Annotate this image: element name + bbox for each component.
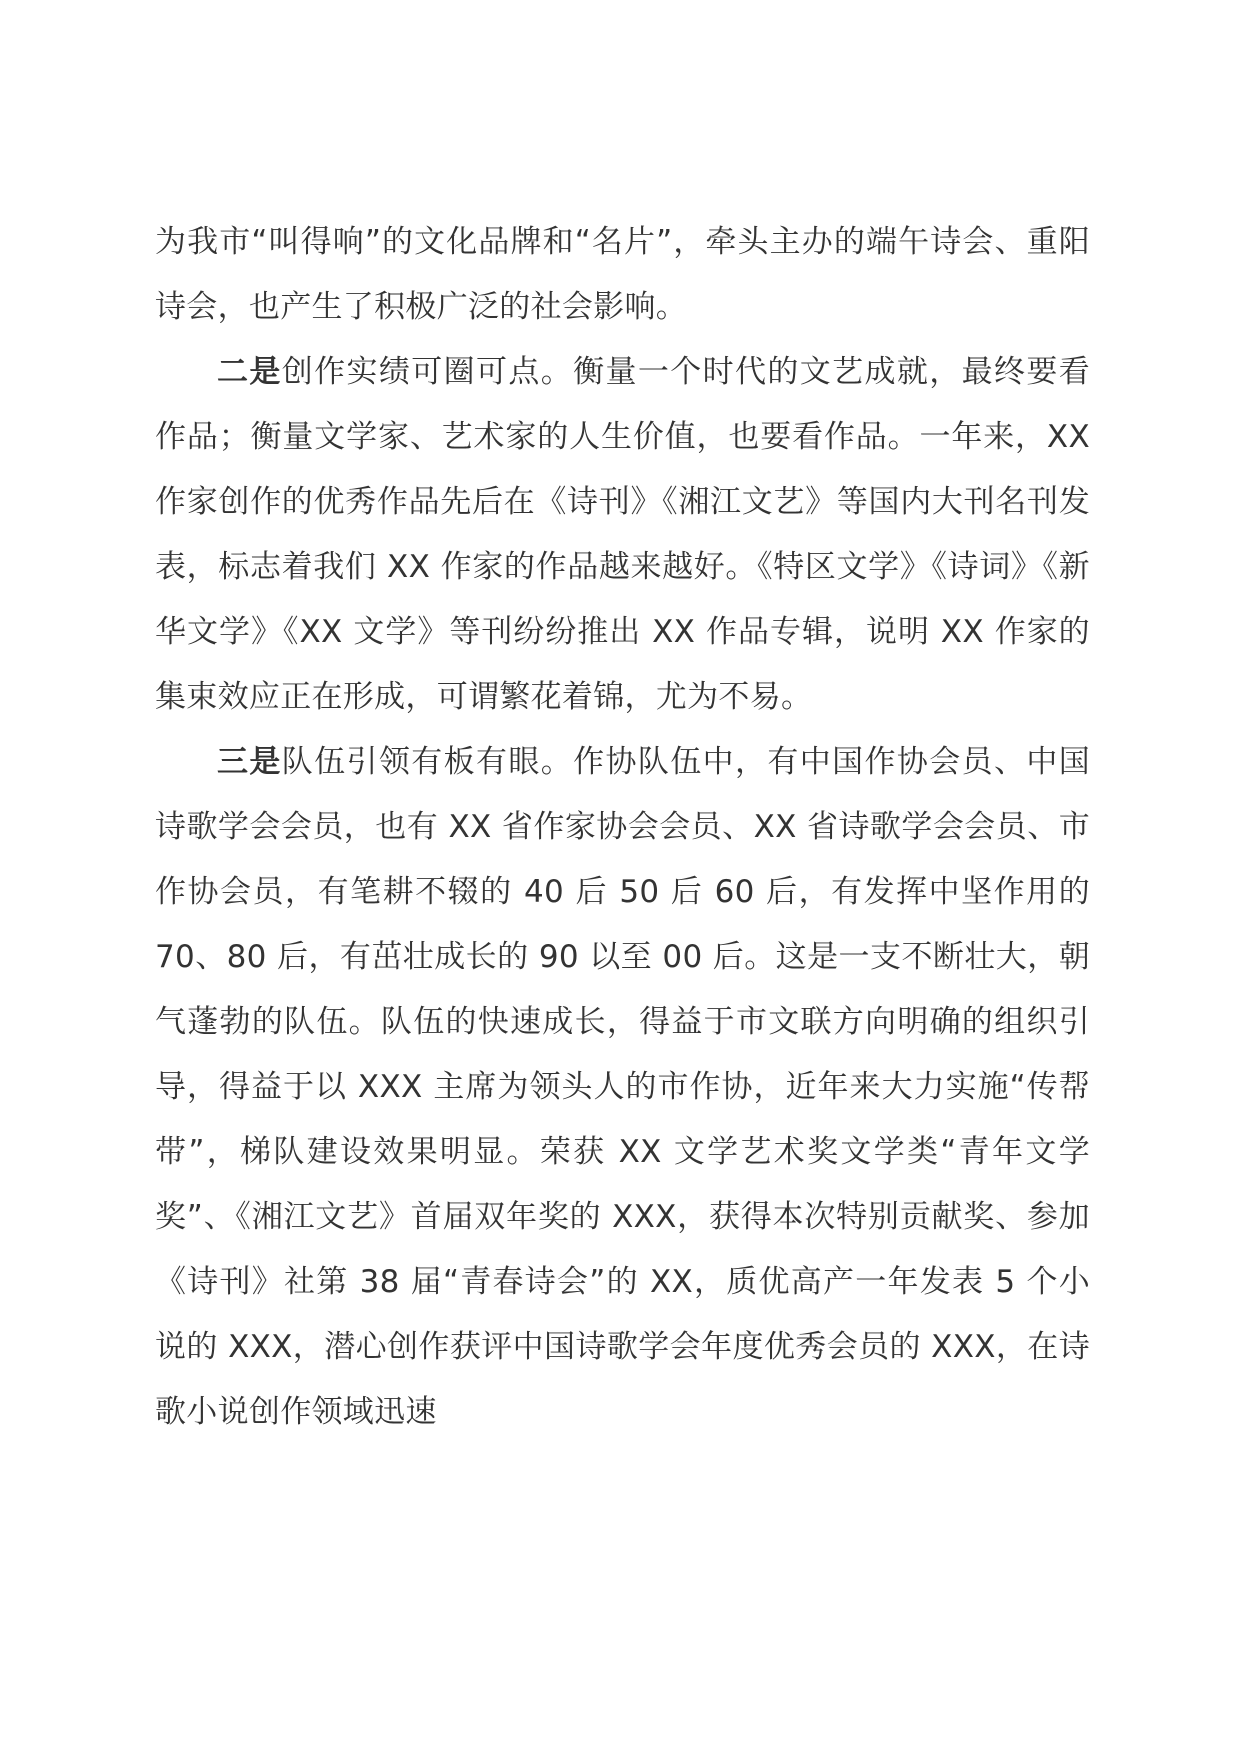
document-page: [155, 210, 1090, 1445]
paragraph-continuation: [155, 210, 1090, 340]
paragraph-text: 为我市“叫得响”的文化品牌和“名片”，牵头主办的端午诗会、重阳诗会，也产生了积极广泛的社会影响。: [155, 224, 1090, 325]
paragraph-three: [155, 730, 1090, 1445]
paragraph-two: [155, 340, 1090, 730]
paragraph-text: 队伍引领有板有眼。作协队伍中，有中国作协会员、中国诗歌学会会员，也有 XX 省作家协会会员、XX 省诗歌学会会员、市作协会员，有笔耕不辍的 40 后 50 后 60 后，有发挥中坚作用的 70、80 后，有茁壮成长的 90 以至 00 后。这是一支不断壮大，朝气蓬勃的队伍。队伍的快速成长，得益于市文联方向明确的组织引导，得益于以 XXX 主席为领头人的市作协，近年来大力实施“传帮带”，梯队建设效果明显。荣获 XX 文学艺术奖文学类“青年文学奖”、《湘江文艺》首届双年奖的 XXX，获得本次特别贡献奖、参加《诗刊》社第 38 届“青春诗会”的 XX，质优高产一年发表 5 个小说的 XXX，潜心创作获评中国诗歌学会年度优秀会员的 XXX，在诗歌小说创作领域迅速: [155, 744, 1090, 1430]
paragraph-text: 创作实绩可圈可点。衡量一个时代的文艺成就，最终要看作品；衡量文学家、艺术家的人生价值，也要看作品。一年来，XX 作家创作的优秀作品先后在《诗刊》《湘江文艺》等国内大刊名刊发表，标志着我们 XX 作家的作品越来越好。《特区文学》《诗词》《新华文学》《XX 文学》等刊纷纷推出 XX 作品专辑，说明 XX 作家的集束效应正在形成，可谓繁花着锦，尤为不易。: [155, 354, 1090, 715]
paragraph-lead: 三是: [217, 744, 282, 780]
paragraph-lead: 二是: [217, 354, 282, 390]
